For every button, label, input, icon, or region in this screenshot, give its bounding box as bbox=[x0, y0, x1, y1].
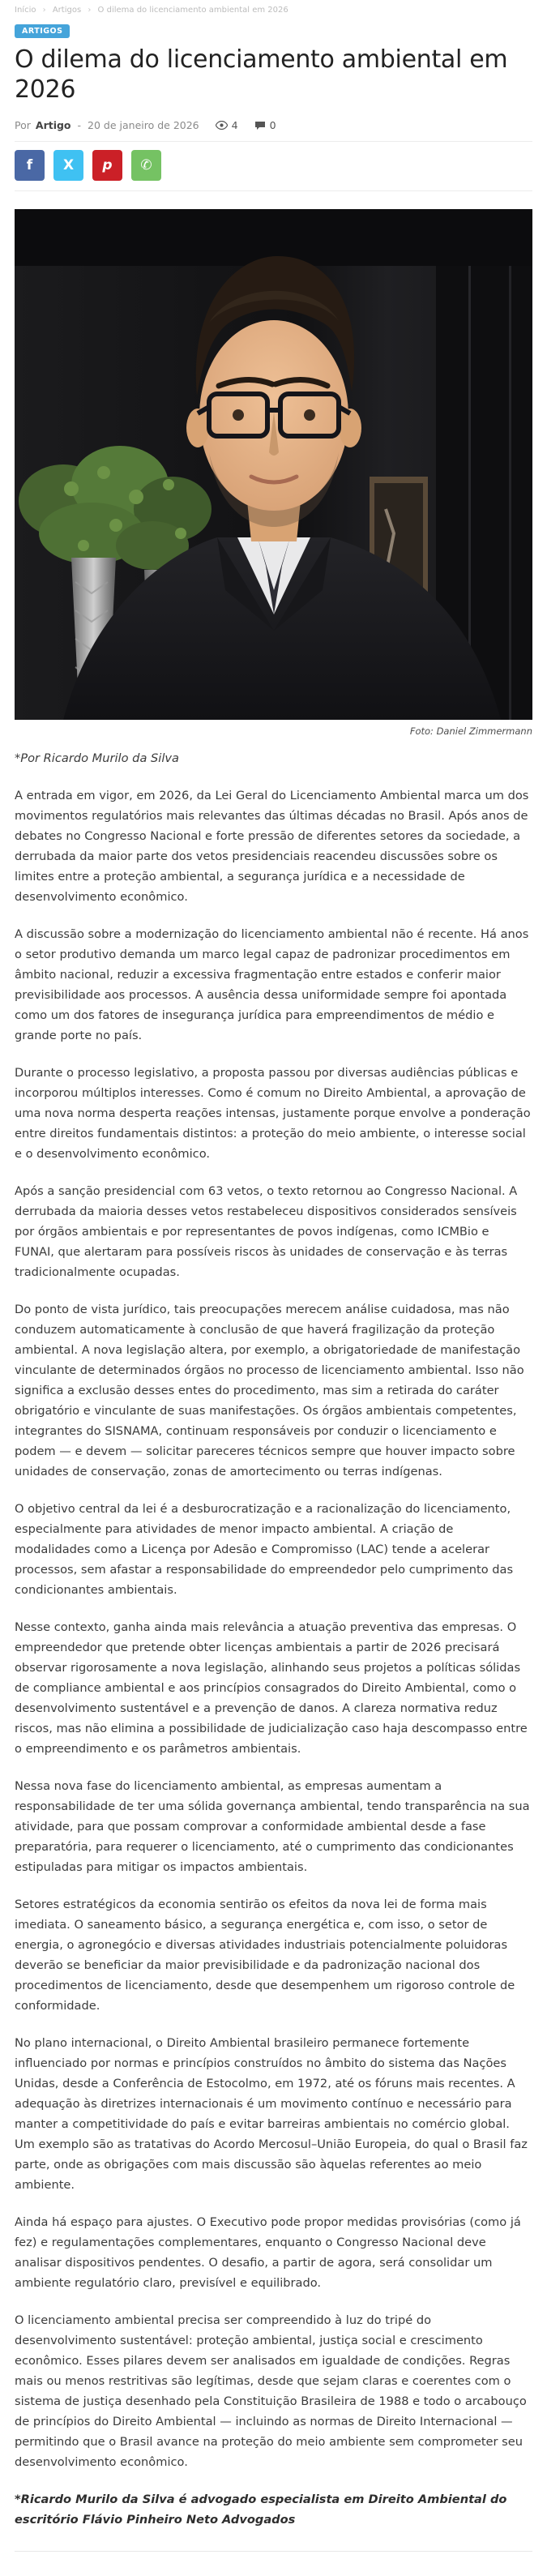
byline-separator: - bbox=[77, 119, 82, 131]
breadcrumb-current-page: O dilema do licenciamento ambiental em 2026 bbox=[97, 6, 288, 15]
article-body bbox=[15, 748, 532, 2530]
paragraph: O objetivo central da lei é a desburocratização e a racionalização do licenciamento, especialmente para atividades de menor impacto ambiental. A criação de modalidades como a Licença por Adesão e Compromisso (LAC) tende a acelerar processos, sem afastar a responsabilidade do empreendedor pelo cumprimento das condicionantes ambientais. bbox=[15, 1502, 514, 1597]
comments-counter[interactable] bbox=[254, 119, 276, 131]
views-counter bbox=[216, 119, 238, 131]
breadcrumb-home[interactable]: Início bbox=[15, 6, 36, 15]
paragraph: A discussão sobre a modernização do licenciamento ambiental não é recente. Há anos o setor produtivo demanda um marco legal capaz de padronizar procedimentos em âmbito nacional, reduzir a excessiva fragmentação entre estados e conferir maior previsibilidade aos processos. A ausência dessa uniformidade sempre foi apontada como um dos fatores de insegurança jurídica para empreendimentos de médio e grande porte no país. bbox=[15, 927, 529, 1042]
facebook-share-button[interactable] bbox=[15, 150, 45, 181]
whatsapp-share-button[interactable] bbox=[131, 150, 161, 181]
whatsapp-icon: ✆ bbox=[140, 157, 152, 173]
breadcrumb-separator: › bbox=[88, 6, 92, 15]
share-buttons bbox=[15, 142, 532, 190]
category-badge-artigos[interactable]: ARTIGOS bbox=[15, 24, 70, 38]
divider bbox=[15, 2551, 532, 2552]
twitter-x-icon: X bbox=[62, 157, 75, 173]
paragraph: Nesse contexto, ganha ainda mais relevância a atuação preventiva das empresas. O empreendedor que pretende obter licenças ambientais a partir de 2026 precisará observar rigorosamente a nova legislação, alinhando seus projetos a políticas sólidas de compliance ambiental e aos princípios consagrados do Direito Ambiental, como o desenvolvimento sustentável e a prevenção de danos. A clareza normativa reduz riscos, mas não elimina a possibilidade de judicialização caso haja descompasso entre o empreendimento e os parâmetros ambientais. bbox=[15, 1620, 528, 1756]
byline bbox=[15, 119, 532, 141]
paragraph: Setores estratégicos da economia sentirão os efeitos da nova lei de forma mais imediata. O saneamento básico, a segurança energética e, com isso, o setor de energia, o agronegócio e diversas atividades industriais potencialmente poluidoras deverão se beneficiar da maior previsibilidade e da padronização nacional dos procedimentos de licenciamento, desde que desempenhem um rigoroso controle de conformidade. bbox=[15, 1898, 515, 2013]
paragraph: Nessa nova fase do licenciamento ambiental, as empresas aumentam a responsabilidade de ter uma sólida governança ambiental, tendo transparência na sua atividade, para que possam comprovar a conformidade ambiental desde a fase preparatória, para requerer o licenciamento, até o cumprimento das condicionantes estipuladas para mitigar os impactos ambientais. bbox=[15, 1779, 530, 1874]
comment-icon bbox=[254, 121, 266, 131]
divider bbox=[15, 190, 532, 191]
twitter-x-share-button[interactable] bbox=[53, 150, 83, 181]
paragraph: Ainda há espaço para ajustes. O Executivo pode propor medidas provisórias (como já fez) e regulamentações complementares, enquanto o Congresso Nacional deve analisar dispositivos pendentes. O desafio, a partir de agora, será consolidar um ambiente regulatório claro, previsível e equilibrado. bbox=[15, 2215, 521, 2290]
views-count: 4 bbox=[231, 119, 238, 131]
author-intro: *Por Ricardo Murilo da Silva bbox=[15, 751, 179, 765]
portrait-illustration bbox=[15, 209, 532, 720]
publish-date: 20 de janeiro de 2026 bbox=[88, 119, 199, 131]
page-title: O dilema do licenciamento ambiental em 2026 bbox=[15, 45, 508, 104]
comments-count: 0 bbox=[269, 119, 276, 131]
author-link[interactable]: Artigo bbox=[35, 119, 71, 131]
eye-icon bbox=[216, 121, 228, 130]
pinterest-share-button[interactable] bbox=[92, 150, 122, 181]
byline-prefix: Por bbox=[15, 119, 31, 131]
paragraph: Após a sanção presidencial com 63 vetos, o texto retornou ao Congresso Nacional. A derrubada da maioria desses vetos restabeleceu dispositivos considerados sensíveis por órgãos ambientais e por representantes de povos indígenas, como ICMBio e FUNAI, que alertaram para possíveis riscos às unidades de conservação e às terras tradicionalmente ocupadas. bbox=[15, 1184, 518, 1279]
pinterest-icon: p bbox=[102, 157, 113, 173]
featured-photo bbox=[15, 209, 532, 720]
paragraph: Durante o processo legislativo, a proposta passou por diversas audiências públicas e incorporou múltiplos interesses. Como é comum no Direito Ambiental, a aprovação de uma nova norma desperta reações intensas, justamente porque envolve a ponderação entre direitos fundamentais distintos: a proteção do meio ambiente, o interesse social e o desenvolvimento econômico. bbox=[15, 1066, 531, 1161]
paragraph: O licenciamento ambiental precisa ser compreendido à luz do tripé do desenvolvimento sustentável: proteção ambiental, justiça social e crescimento econômico. Esses pilares devem ser analisados em igualdade de condições. Regras mais ou menos restritivas são legítimas, desde que sejam claras e coerentes com o sistema de justiça desenhado pela Constituição Brasileira de 1988 e todo o arcabouço de princípios do Direito Ambiental — incluindo as normas de Direito Internacional — permitindo que o Brasil avance na proteção do meio ambiente sem comprometer seu desenvolvimento econômico. bbox=[15, 2313, 527, 2469]
paragraph: No plano internacional, o Direito Ambiental brasileiro permanece fortemente influenciado por normas e princípios construídos no âmbito do sistema das Nações Unidas, desde a Conferência de Estocolmo, em 1972, até os fóruns mais recentes. A adequação às diretrizes internacionais é um movimento contínuo e necessário para manter a competitividade do país e evitar barreiras ambientais no comércio global. Um exemplo são as tratativas do Acordo Mercosul–União Europeia, do qual o Brasil faz parte, onde as obrigações com mais discussão são àquelas referentes ao meio ambiente. bbox=[15, 2036, 528, 2192]
photo-credit: Foto: Daniel Zimmermann bbox=[409, 725, 532, 737]
breadcrumb bbox=[15, 4, 532, 21]
paragraph: Do ponto de vista jurídico, tais preocupações merecem análise cuidadosa, mas não conduzem automaticamente à conclusão de que haverá fragilização da proteção ambiental. A nova legislação altera, por exemplo, a obrigatoriedade de manifestação vinculante de determinados órgãos no processo de licenciamento ambiental. Isso não significa a exclusão desses entes do procedimento, mas sim a retirada do caráter obrigatório e vinculante de suas manifestações. Os órgãos ambientais competentes, integrantes do SISNAMA, continuam responsáveis por conduzir o licenciamento e podem — e devem — solicitar pareceres técnicos sempre que houver impacto sobre unidades de conservação, zonas de amortecimento ou terras indígenas. bbox=[15, 1303, 524, 1478]
paragraph: A entrada em vigor, em 2026, da Lei Geral do Licenciamento Ambiental marca um dos movimentos regulatórios mais relevantes das últimas décadas no Brasil. Após anos de debates no Congresso Nacional e forte pressão de diferentes setores da sociedade, a derrubada da maior parte dos vetos presidenciais reacendeu discussões sobre os limites entre a proteção ambiental, a segurança jurídica e a necessidade de desenvolvimento econômico. bbox=[15, 789, 529, 904]
breadcrumb-artigos[interactable]: Artigos bbox=[52, 6, 82, 15]
author-bio-note: *Ricardo Murilo da Silva é advogado especialista em Direito Ambiental do escritório Flávio Pinheiro Neto Advogados bbox=[15, 2493, 507, 2527]
facebook-icon: f bbox=[26, 157, 33, 173]
breadcrumb-separator: › bbox=[42, 6, 46, 15]
